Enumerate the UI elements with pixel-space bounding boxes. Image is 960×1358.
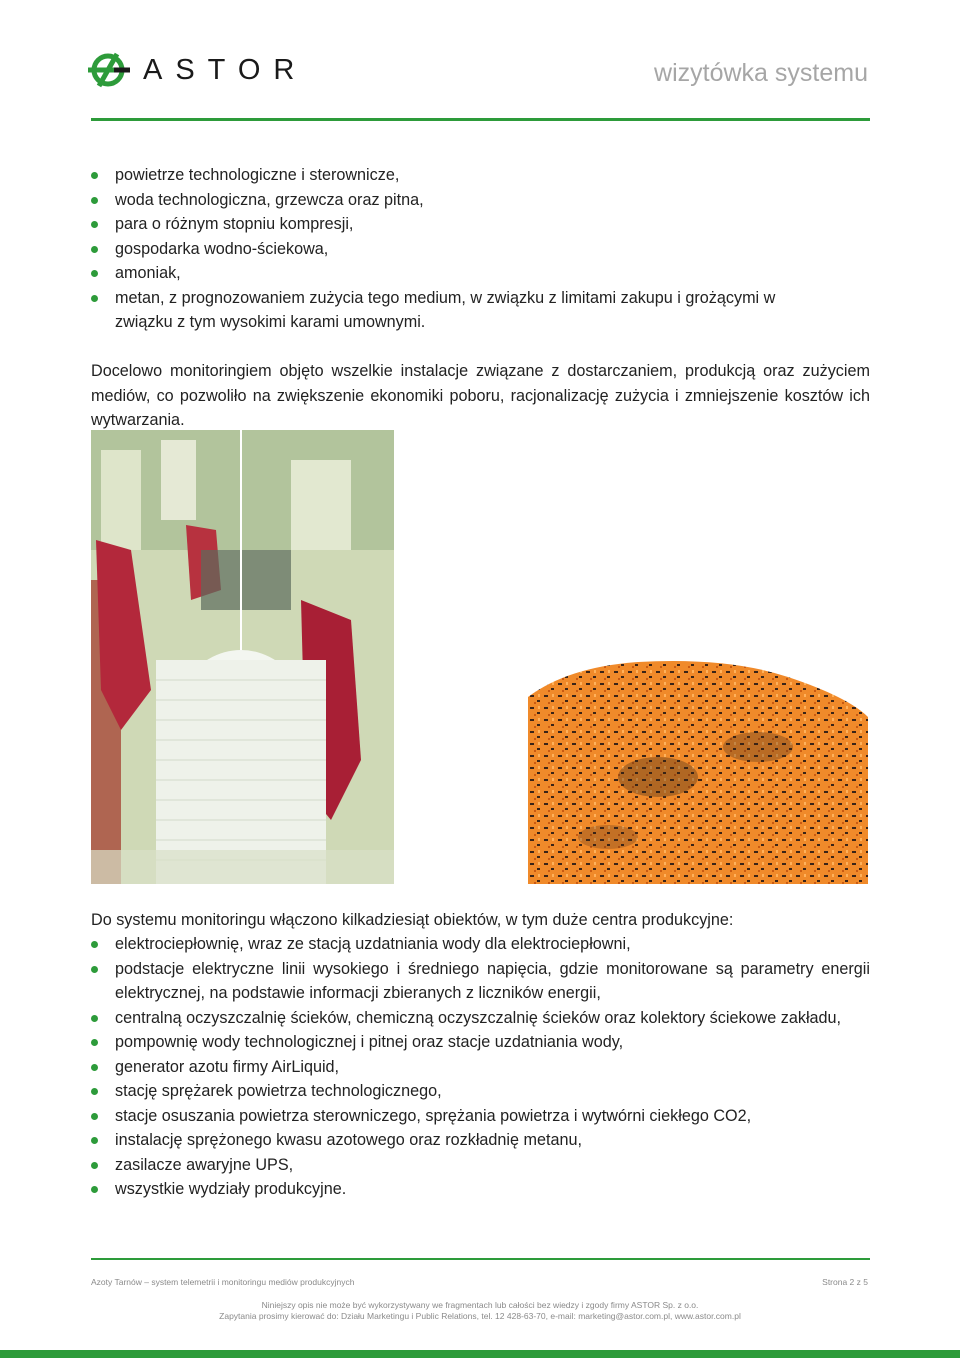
- logo-wordmark: ASTOR: [143, 54, 308, 86]
- bullet-icon: [91, 966, 98, 973]
- bottom-accent-bar: [0, 1350, 960, 1358]
- bullet-icon: [91, 1015, 98, 1022]
- bullet-icon: [91, 1088, 98, 1095]
- list-item: pompownię wody technologicznej i pitnej oraz stacje uzdatniania wody,: [91, 1030, 870, 1055]
- bullet-icon: [91, 1137, 98, 1144]
- objects-list: [91, 932, 870, 1202]
- bullet-icon: [91, 270, 98, 277]
- fiber-machine-photo: [91, 430, 394, 884]
- bullet-icon: [91, 172, 98, 179]
- list-item: woda technologiczna, grzewcza oraz pitna,: [91, 188, 870, 213]
- page-number: Strona 2 z 5: [822, 1277, 868, 1287]
- list-item: para o różnym stopniu kompresji,: [91, 212, 870, 237]
- list-item: amoniak,: [91, 261, 870, 286]
- list-item: centralną oczyszczalnię ścieków, chemiczną oczyszczalnię ścieków oraz kolektory ściekowe zakładu,: [91, 1006, 870, 1031]
- bullet-icon: [91, 1039, 98, 1046]
- bullet-icon: [91, 941, 98, 948]
- list-item: gospodarka wodno-ściekowa,: [91, 237, 870, 262]
- granules-photo: [528, 657, 868, 884]
- header-divider: [91, 118, 870, 121]
- bullet-icon: [91, 295, 98, 302]
- list-item: generator azotu firmy AirLiquid,: [91, 1055, 870, 1080]
- bullet-icon: [91, 221, 98, 228]
- list-item: elektrociepłownię, wraz ze stacją uzdatniania wody dla elektrociepłowni,: [91, 932, 870, 957]
- list-item: stację sprężarek powietrza technologicznego,: [91, 1079, 870, 1104]
- list-item: instalację sprężonego kwasu azotowego oraz rozkładnię metanu,: [91, 1128, 870, 1153]
- copyright-notice: Niniejszy opis nie może być wykorzystywany we fragmentach lub całości bez wiedzy i zgody firmy ASTOR Sp. z o.o.: [261, 1300, 699, 1310]
- paragraph-objects-intro: Do systemu monitoringu włączono kilkadziesiąt obiektów, w tym duże centra produkcyjne:: [91, 911, 734, 929]
- bullet-icon: [91, 1113, 98, 1120]
- media-list: [91, 163, 870, 335]
- list-item: powietrze technologiczne i sterownicze,: [91, 163, 870, 188]
- bullet-icon: [91, 1162, 98, 1169]
- list-item: podstacje elektryczne linii wysokiego i średniego napięcia, gdzie monitorowane są parametry energii elektrycznej, na podstawie informacji zbieranych z liczników energii,: [91, 957, 870, 1006]
- list-item: metan, z prognozowaniem zużycia tego medium, w związku z limitami zakupu i grożącymi w związku z tym wysokimi karami umownymi.: [91, 286, 870, 335]
- footer-divider: [91, 1258, 870, 1260]
- bullet-icon: [91, 1186, 98, 1193]
- page-header: [0, 0, 960, 125]
- contact-notice: Zapytania prosimy kierować do: Działu Marketingu i Public Relations, tel. 12 428-63-70, e-mail: marketing@astor.com.pl, www.astor.com.pl: [219, 1311, 741, 1321]
- list-item: wszystkie wydziały produkcyjne.: [91, 1177, 870, 1202]
- list-item: zasilacze awaryjne UPS,: [91, 1153, 870, 1178]
- footer-document-title: Azoty Tarnów – system telemetrii i monitoringu mediów produkcyjnych: [91, 1277, 355, 1287]
- bullet-icon: [91, 197, 98, 204]
- paragraph-monitoring-scope: Docelowo monitoringiem objęto wszelkie instalacje związane z dostarczaniem, produkcją oraz zużyciem mediów, co pozwoliło na zwiększenie ekonomiki poboru, racjonalizację zużycia i zmniejszenie kosztów ich wytwarzania.: [91, 362, 870, 429]
- list-item: stacje osuszania powietrza sterowniczego, sprężania powietrza i wytwórni ciekłego CO2,: [91, 1104, 870, 1129]
- bullet-icon: [91, 246, 98, 253]
- bullet-icon: [91, 1064, 98, 1071]
- document-subtitle: wizytówka systemu: [654, 59, 868, 87]
